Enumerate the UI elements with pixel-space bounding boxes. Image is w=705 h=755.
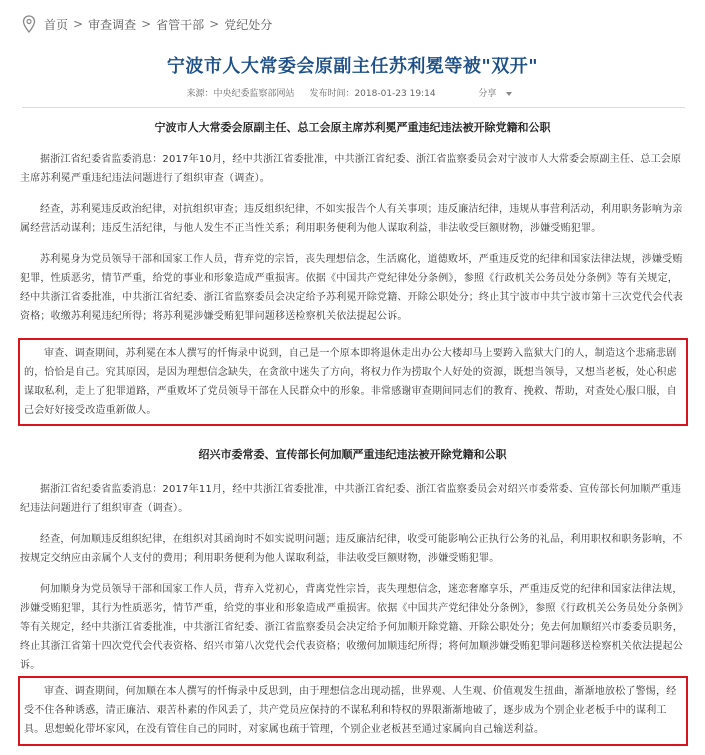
highlight-paragraph: 审查、调查期间，苏利冕在本人撰写的忏悔录中说到，自己是一个原本即将退休走出办公大楼却马上要跨入监狱大门的人，制造这个悲痛悲剧的，恰恰是自己。究其原因，是因为理想信念缺失，在贪欲中迷失了方向，将权力作为捞取个人好处的资源，既想当领导，又想当老板，处心积虑谋取私利，走上了犯罪道路，严重败坏了党员领导干部在人民群众中的形象。非常感谢审查期间同志们的教育、挽救、帮助，对查处心服口服，自己会好好接受改造重新做人。	[24, 348, 677, 416]
paragraph: 经查，何加顺违反组织纪律，在组织对其函询时不如实说明问题；违反廉洁纪律，收受可能影响公正执行公务的礼品，利用职权和职务影响，不按规定交纳应由亲属个人支付的费用；利用职务便利为他人谋取利益，非法收受巨额财物，涉嫌受贿犯罪。	[20, 534, 683, 564]
breadcrumb-separator: >	[209, 17, 220, 31]
breadcrumb-party-discipline[interactable]: 党纪处分	[224, 17, 273, 32]
paragraph: 苏利冕身为党员领导干部和国家工作人员，背弃党的宗旨，丧失理想信念，生活腐化，道德败坏，严重违反党的纪律和国家法律法规，涉嫌受贿犯罪，性质恶劣，情节严重，给党的事业和形象造成严重损害。依据《中国共产党纪律处分条例》，参照《行政机关公务员处分条例》等有关规定，经中共浙江省委批准，中共浙江省纪委、浙江省监察委员会决定给予苏利冕开除党籍、开除公职处分；终止其宁波市中共宁波市第十三次党代会代表资格；收缴苏利冕违纪所得；将苏利冕涉嫌受贿犯罪问题移送检察机关依法提起公诉。	[20, 254, 683, 322]
article-meta	[0, 86, 705, 99]
section-heading: 宁波市人大常委会原副主任、总工会原主席苏利冕严重违纪违法被开除党籍和公职	[154, 121, 551, 134]
share-button[interactable]	[472, 89, 518, 99]
highlight-box	[18, 676, 688, 746]
section-heading: 绍兴市委常委、宣传部长何加顺严重违纪违法被开除党籍和公职	[198, 448, 507, 461]
paragraph: 何加顺身为党员领导干部和国家工作人员，背弃入党初心，背离党性宗旨，丧失理想信念，迷恋奢靡享乐，严重违反党的纪律和国家法律法规，涉嫌受贿犯罪，其行为性质恶劣，情节严重，给党的事业和形象造成严重损害。依据《中国共产党纪律处分条例》，参照《行政机关公务员处分条例》等有关规定，经中共浙江省委批准，中共浙江省纪委、浙江省监察委员会决定给予何加顺开除党籍、开除公职处分；免去何加顺绍兴市委委员职务，终止其浙江省第十四次党代会代表资格、绍兴市第八次党代会代表资格；收缴何加顺违纪所得；将何加顺涉嫌受贿犯罪问题移送检察机关依法提起公诉。	[20, 584, 684, 671]
breadcrumb	[22, 14, 272, 34]
breadcrumb-review-investigation[interactable]: 审查调查	[88, 17, 137, 32]
breadcrumb-provincial-cadres[interactable]: 省管干部	[156, 17, 205, 32]
breadcrumb-separator: >	[141, 17, 152, 31]
article-source: 来源：中央纪委监察部网站	[186, 89, 295, 99]
chevron-down-icon	[506, 92, 512, 96]
paragraph: 经查，苏利冕违反政治纪律，对抗组织审查；违反组织纪律，不如实报告个人有关事项；违反廉洁纪律，违规从事营利活动，利用职务影响为亲属经营活动谋利；违反生活纪律，与他人发生不正当性关系；利用职务便利为他人谋取利益，非法收受巨额财物，涉嫌受贿犯罪。	[20, 204, 683, 234]
location-pin-icon	[22, 15, 36, 33]
paragraph: 据浙江省纪委省监委消息：2017年10月，经中共浙江省委批准，中共浙江省纪委、浙江省监察委员会对宁波市人大常委会原副主任、总工会原主席苏利冕严重违纪违法问题进行了组织审查（调查）。	[20, 154, 682, 184]
breadcrumb-separator: >	[73, 17, 84, 31]
highlight-paragraph: 审查、调查期间，何加顺在本人撰写的忏悔录中反思到，由于理想信念出现动摇，世界观、人生观、价值观发生扭曲，渐渐地放松了警惕，经受不住各种诱惑，清正廉洁、艰苦朴素的作风丢了，共产党员应保持的不谋私利和特权的界限渐渐地破了，逐步成为个别企业老板手中的谋利工具。思想蜕化带坏家风，在没有管住自己的同时，对家属也疏于管理，个别企业老板甚至通过家属向自己输送利益。	[24, 686, 677, 735]
divider	[22, 107, 685, 108]
paragraph: 据浙江省纪委省监委消息：2017年11月，经中共浙江省委批准，中共浙江省纪委、浙江省监察委员会对绍兴市委常委、宣传部长何加顺严重违纪违法问题进行了组织审查（调查）。	[20, 484, 682, 514]
share-label: 分享	[478, 89, 497, 99]
article-title: 宁波市人大常委会原副主任苏利冕等被"双开"	[166, 56, 539, 77]
breadcrumb-home[interactable]: 首页	[44, 17, 69, 32]
article-publish-time: 发布时间：2018-01-23 19:14	[309, 89, 436, 99]
highlight-box	[18, 338, 688, 426]
